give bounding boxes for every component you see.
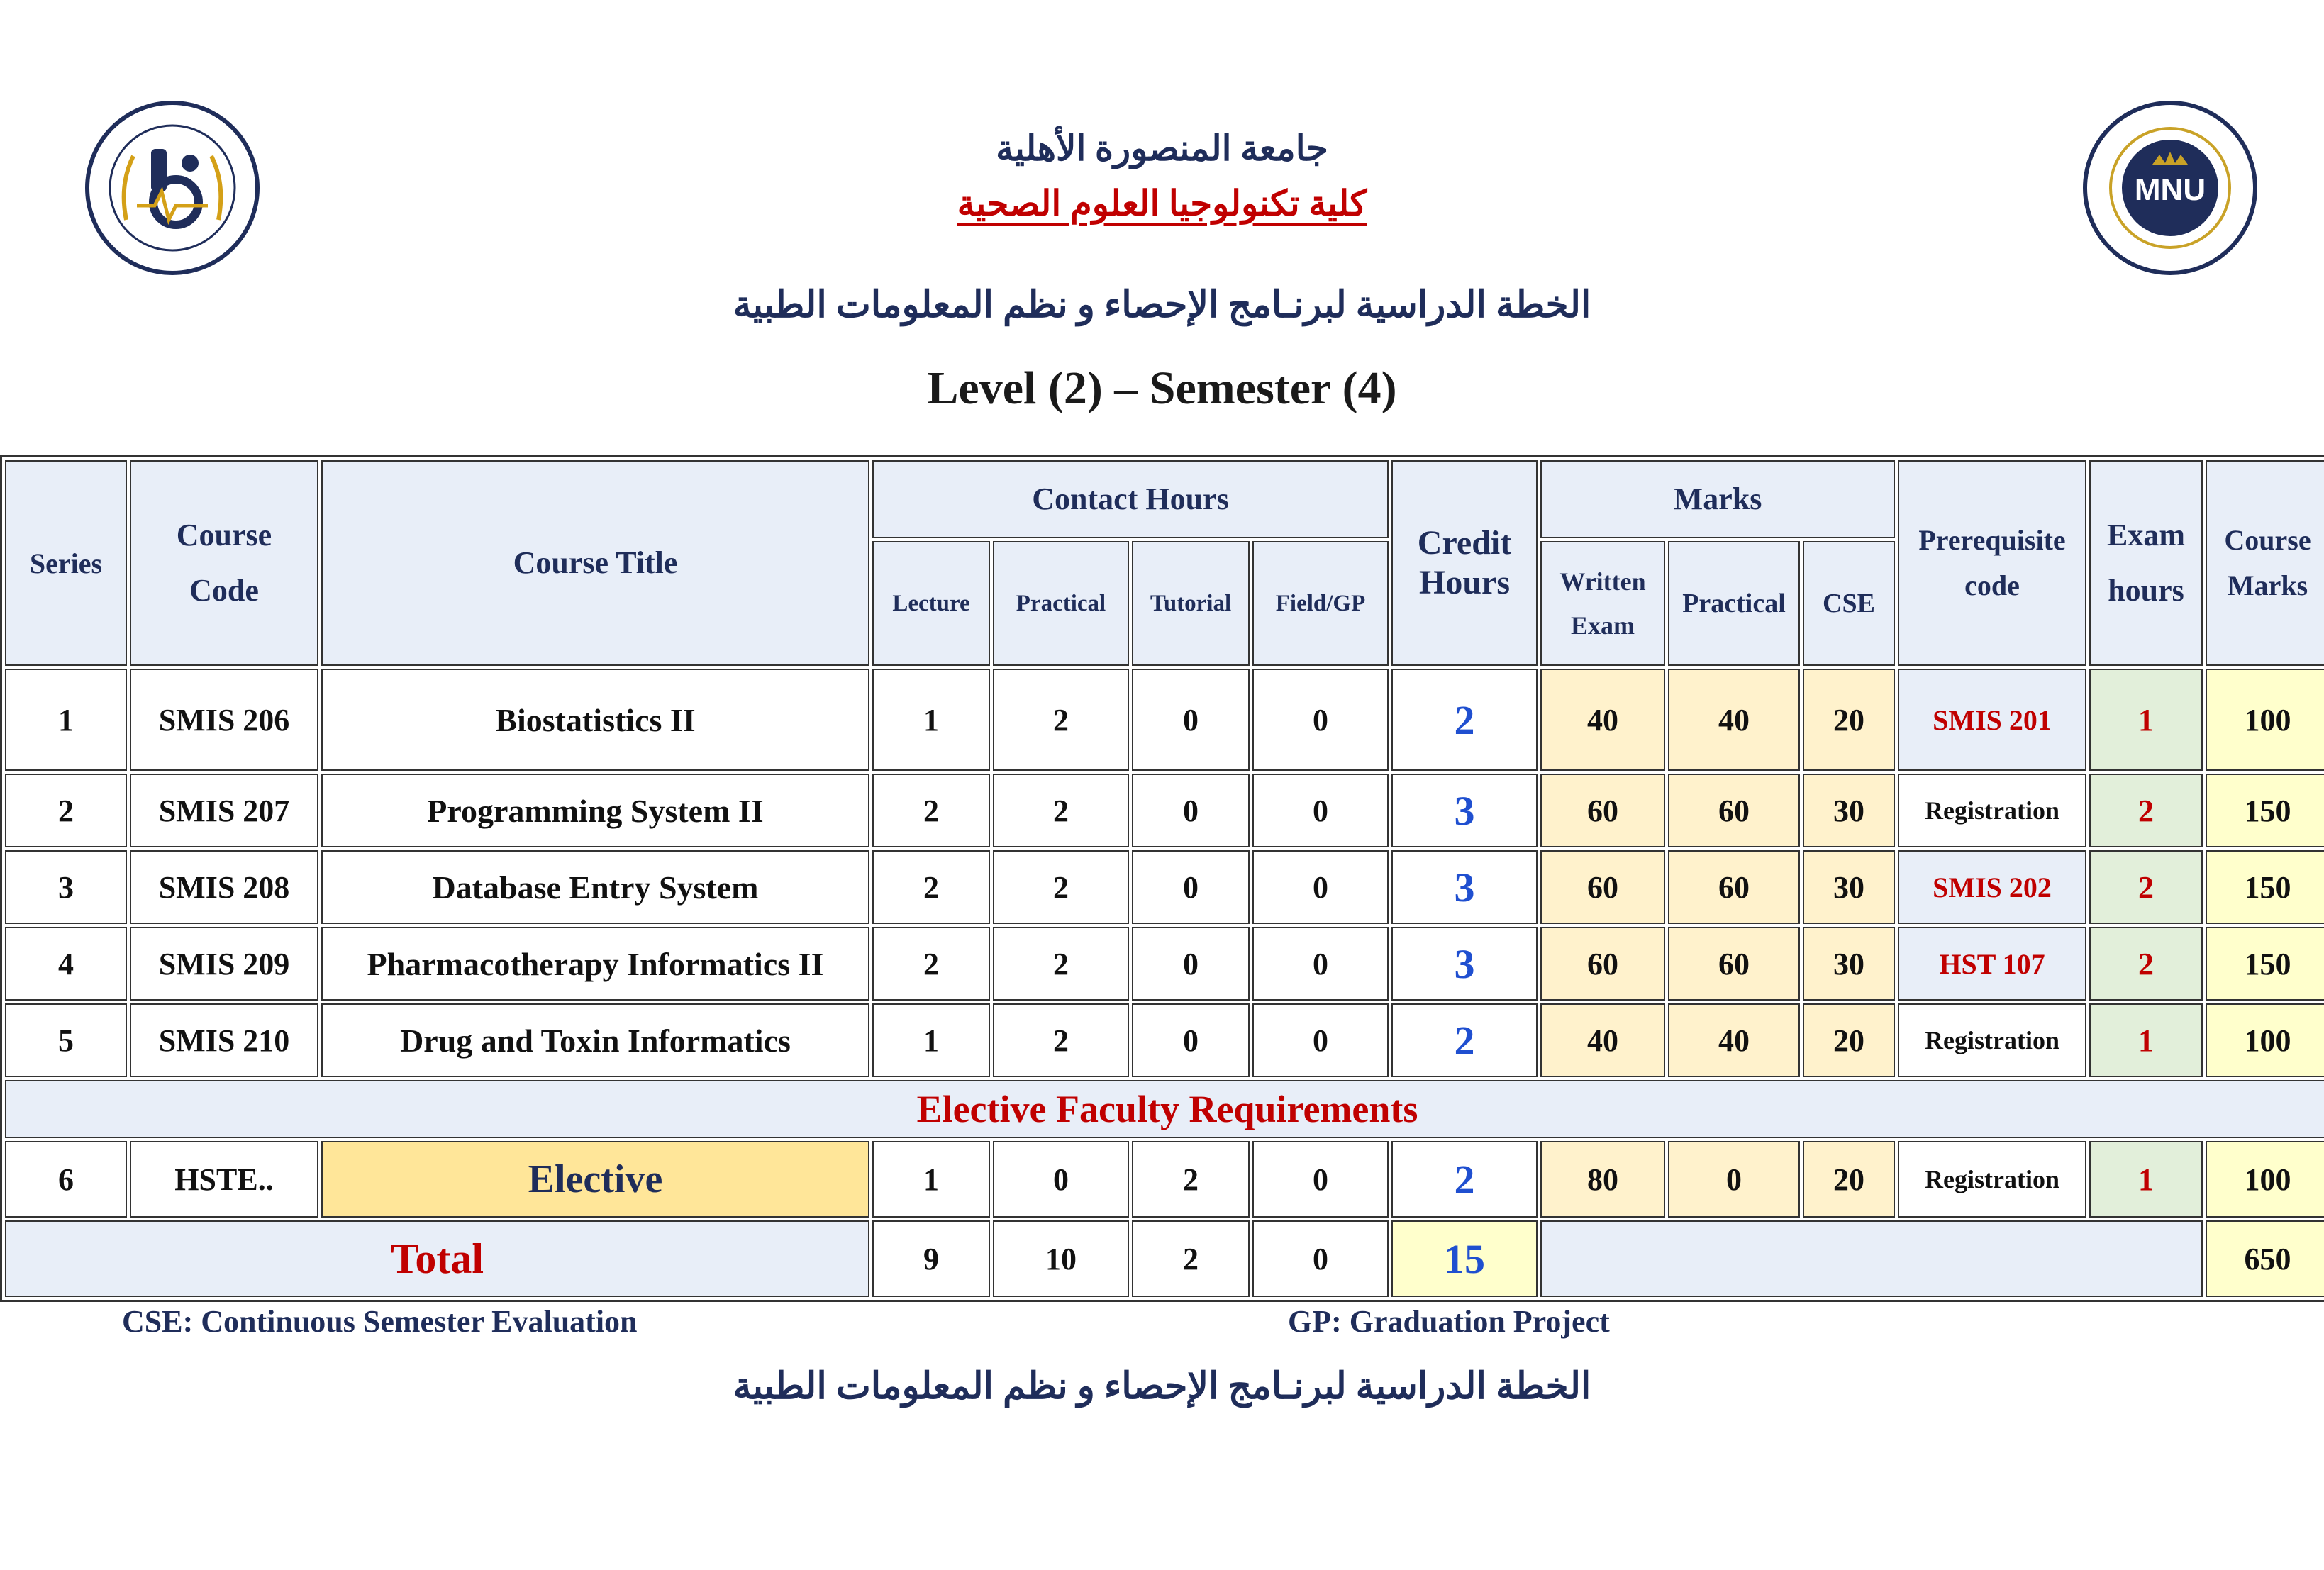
cell-marks-practical: 40	[1668, 669, 1800, 771]
cell-credit: 2	[1391, 1141, 1538, 1218]
cell-series: 3	[5, 850, 127, 924]
header-course-code-line2: Code	[189, 573, 259, 608]
cell-prereq: SMIS 201	[1898, 669, 2086, 771]
header-marks: Marks	[1540, 460, 1895, 538]
cell-cse: 30	[1803, 774, 1895, 847]
footer-plan-title: الخطة الدراسية لبرنـامج الإحصاء و نظم المعلومات الطبية	[733, 1366, 1591, 1407]
cell-field: 0	[1252, 774, 1389, 847]
cell-credit: 2	[1391, 669, 1538, 771]
total-credit: 15	[1391, 1220, 1538, 1297]
cell-prereq: HST 107	[1898, 927, 2086, 1001]
cell-series: 1	[5, 669, 127, 771]
cell-cse: 30	[1803, 850, 1895, 924]
table-row	[5, 850, 2324, 924]
header-exam-hours	[2089, 460, 2203, 666]
cell-code: HSTE..	[130, 1141, 318, 1218]
cell-credit: 3	[1391, 850, 1538, 924]
cell-exam-hours: 2	[2089, 850, 2203, 924]
cell-code: SMIS 207	[130, 774, 318, 847]
cell-credit: 2	[1391, 1003, 1538, 1077]
cell-field: 0	[1252, 927, 1389, 1001]
cell-course-marks: 150	[2206, 927, 2324, 1001]
header-course-title: Course Title	[321, 460, 869, 666]
cell-written: 60	[1540, 850, 1665, 924]
cell-lecture: 1	[872, 1141, 990, 1218]
legend-cse: CSE: Continuous Semester Evaluation	[122, 1304, 638, 1339]
total-field: 0	[1252, 1220, 1389, 1297]
header-exam-line1: Exam	[2107, 518, 2185, 552]
cell-credit: 3	[1391, 774, 1538, 847]
cell-title: Database Entry System	[321, 850, 869, 924]
cell-series: 5	[5, 1003, 127, 1077]
header-contact-hours: Contact Hours	[872, 460, 1389, 538]
cell-tutorial: 2	[1132, 1141, 1250, 1218]
cell-series: 4	[5, 927, 127, 1001]
header-prerequisite	[1898, 460, 2086, 666]
total-course-marks: 650	[2206, 1220, 2324, 1297]
cell-code: SMIS 209	[130, 927, 318, 1001]
total-label: Total	[5, 1220, 869, 1297]
cell-course-marks: 100	[2206, 669, 2324, 771]
cell-marks-practical: 60	[1668, 927, 1800, 1001]
cell-cse: 20	[1803, 1141, 1895, 1218]
header-course-code	[130, 460, 318, 666]
cell-exam-hours: 2	[2089, 927, 2203, 1001]
cell-written: 60	[1540, 774, 1665, 847]
cell-prereq: SMIS 202	[1898, 850, 2086, 924]
header-course-marks	[2206, 460, 2324, 666]
cell-exam-hours: 1	[2089, 1141, 2203, 1218]
cell-title: Biostatistics II	[321, 669, 869, 771]
table-row	[5, 1003, 2324, 1077]
total-practical: 10	[993, 1220, 1129, 1297]
cell-written: 60	[1540, 927, 1665, 1001]
cell-practical: 2	[993, 774, 1129, 847]
cell-field: 0	[1252, 850, 1389, 924]
cell-series: 2	[5, 774, 127, 847]
cell-practical: 2	[993, 669, 1129, 771]
cell-practical: 2	[993, 850, 1129, 924]
cell-cse: 20	[1803, 1003, 1895, 1077]
faculty-name-text: كلية تكنولوجيا العلوم الصحية	[957, 184, 1367, 223]
cell-title: Elective	[321, 1141, 869, 1218]
cell-code: SMIS 208	[130, 850, 318, 924]
cell-marks-practical: 60	[1668, 774, 1800, 847]
table-row	[5, 927, 2324, 1001]
cell-title: Pharmacotherapy Informatics II	[321, 927, 869, 1001]
cell-prereq: Registration	[1898, 1141, 2086, 1218]
header-practical: Practical	[993, 541, 1129, 666]
cell-title: Programming System II	[321, 774, 869, 847]
cell-written: 80	[1540, 1141, 1665, 1218]
cell-field: 0	[1252, 1141, 1389, 1218]
total-row	[5, 1220, 2324, 1297]
cell-written: 40	[1540, 669, 1665, 771]
cell-tutorial: 0	[1132, 774, 1250, 847]
header-lecture: Lecture	[872, 541, 990, 666]
header-prereq-line1: Prerequisite	[1918, 524, 2066, 556]
cell-lecture: 2	[872, 927, 990, 1001]
header-credit-line2: Hours	[1418, 564, 1510, 601]
cell-exam-hours: 1	[2089, 1003, 2203, 1077]
header-tutorial: Tutorial	[1132, 541, 1250, 666]
header-written-line2: Exam	[1571, 611, 1635, 640]
header-credit-line1: Credit	[1417, 524, 1512, 562]
faculty-name	[0, 183, 2324, 224]
header-cmarks-line1: Course	[2224, 524, 2311, 556]
cell-practical: 0	[993, 1141, 1129, 1218]
cell-lecture: 1	[872, 669, 990, 771]
cell-prereq: Registration	[1898, 774, 2086, 847]
header-cmarks-line2: Marks	[2227, 569, 2308, 601]
cell-marks-practical: 40	[1668, 1003, 1800, 1077]
cell-credit: 3	[1391, 927, 1538, 1001]
cell-series: 6	[5, 1141, 127, 1218]
cell-marks-practical: 0	[1668, 1141, 1800, 1218]
header-prereq-line2: code	[1964, 569, 2020, 601]
cell-title: Drug and Toxin Informatics	[321, 1003, 869, 1077]
table-row	[5, 774, 2324, 847]
cell-field: 0	[1252, 669, 1389, 771]
cell-course-marks: 100	[2206, 1141, 2324, 1218]
cell-written: 40	[1540, 1003, 1665, 1077]
header-written-line1: Written	[1559, 567, 1646, 596]
cell-code: SMIS 206	[130, 669, 318, 771]
table-row	[5, 1141, 2324, 1218]
svg-text:MNU: MNU	[2134, 172, 2206, 207]
plan-title: الخطة الدراسية لبرنـامج الإحصاء و نظم المعلومات الطبية	[733, 285, 1591, 325]
header-written-exam	[1540, 541, 1665, 666]
cell-code: SMIS 210	[130, 1003, 318, 1077]
total-lecture: 9	[872, 1220, 990, 1297]
cell-cse: 30	[1803, 927, 1895, 1001]
cell-marks-practical: 60	[1668, 850, 1800, 924]
table-row	[5, 669, 2324, 771]
cell-cse: 20	[1803, 669, 1895, 771]
level-semester-title: Level (2) – Semester (4)	[927, 362, 1397, 414]
cell-course-marks: 100	[2206, 1003, 2324, 1077]
cell-tutorial: 0	[1132, 669, 1250, 771]
cell-course-marks: 150	[2206, 774, 2324, 847]
cell-tutorial: 0	[1132, 850, 1250, 924]
university-name: جامعة المنصورة الأهلية	[996, 128, 1328, 168]
header-marks-practical: Practical	[1668, 541, 1800, 666]
cell-exam-hours: 2	[2089, 774, 2203, 847]
header-exam-line2: hours	[2108, 573, 2184, 608]
cell-lecture: 2	[872, 774, 990, 847]
header-credit-hours	[1391, 460, 1538, 666]
cell-tutorial: 0	[1132, 927, 1250, 1001]
header-field-gp: Field/GP	[1252, 541, 1389, 666]
header-series: Series	[5, 460, 127, 666]
cell-practical: 2	[993, 1003, 1129, 1077]
cell-tutorial: 0	[1132, 1003, 1250, 1077]
header-cse: CSE	[1803, 541, 1895, 666]
cell-field: 0	[1252, 1003, 1389, 1077]
elective-section-title: Elective Faculty Requirements	[5, 1080, 2324, 1138]
cell-prereq: Registration	[1898, 1003, 2086, 1077]
total-blank	[1540, 1220, 2203, 1297]
header-course-code-line1: Course	[176, 518, 272, 552]
total-tutorial: 2	[1132, 1220, 1250, 1297]
study-plan-table	[0, 455, 2323, 1302]
cell-lecture: 1	[872, 1003, 990, 1077]
legend-gp: GP: Graduation Project	[1288, 1304, 1610, 1339]
cell-lecture: 2	[872, 850, 990, 924]
cell-course-marks: 150	[2206, 850, 2324, 924]
cell-practical: 2	[993, 927, 1129, 1001]
cell-exam-hours: 1	[2089, 669, 2203, 771]
